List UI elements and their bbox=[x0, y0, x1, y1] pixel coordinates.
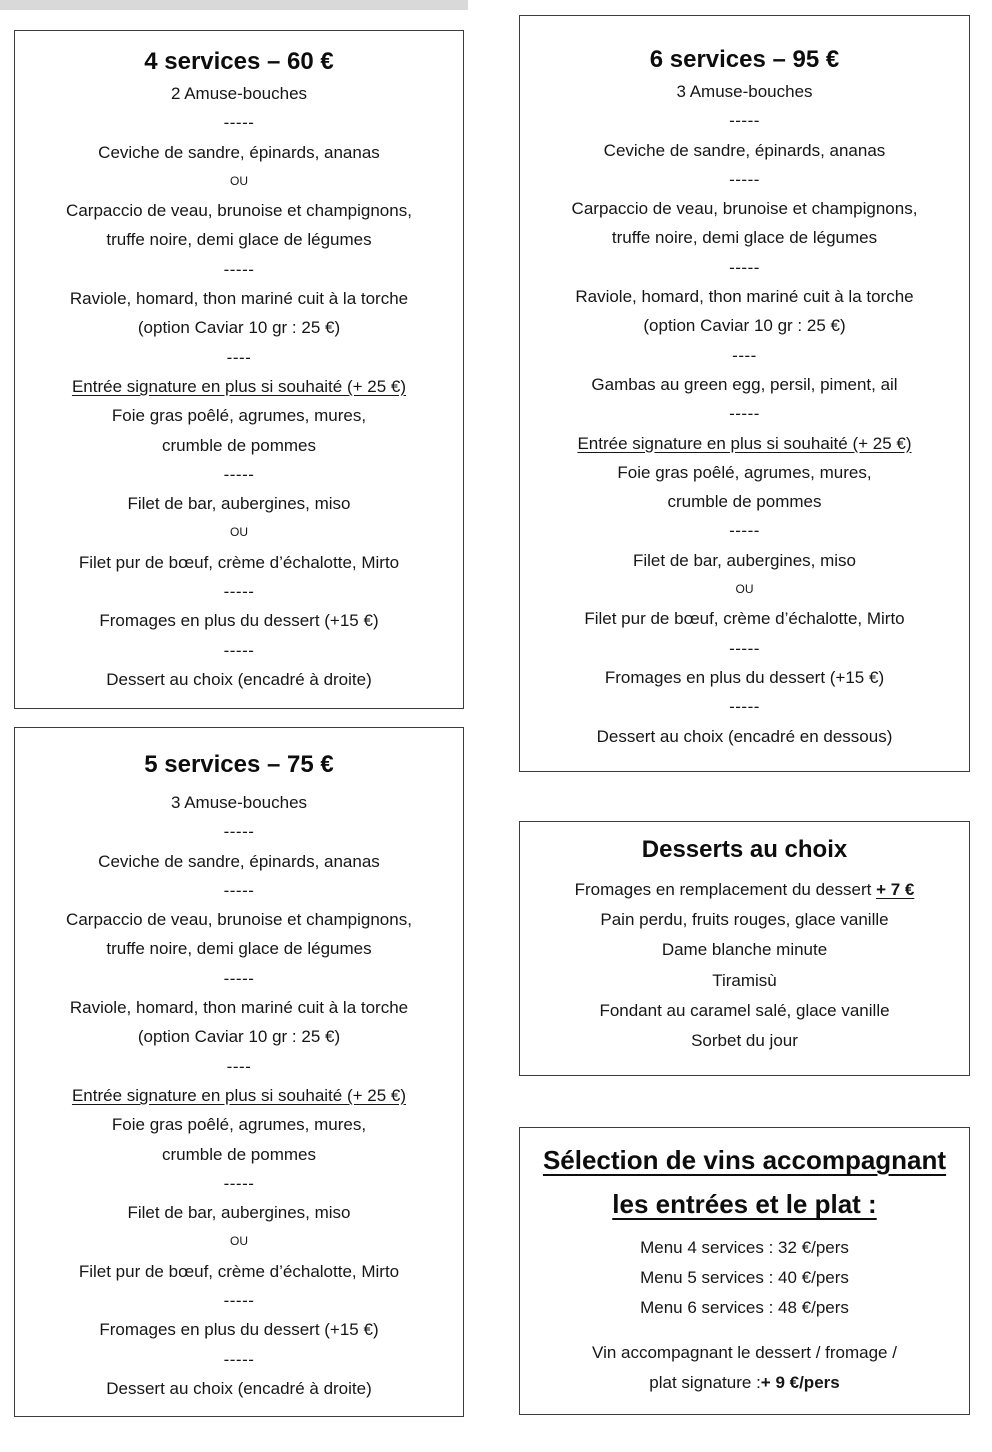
cheese-replacement-price: + 7 € bbox=[876, 880, 915, 899]
menu-line: ----- bbox=[729, 521, 760, 541]
wine-pairing-price: Menu 4 services : 32 €/pers bbox=[640, 1238, 849, 1257]
menu-line: 3 Amuse-bouches bbox=[676, 82, 813, 101]
menu-line: ---- bbox=[226, 347, 252, 367]
menu-line: Raviole, homard, thon mariné cuit à la torche bbox=[69, 998, 409, 1018]
menu-line: truffe noire, demi glace de légumes bbox=[611, 228, 878, 248]
dessert-item: Fondant au caramel salé, glace vanille bbox=[599, 1000, 890, 1020]
wine-pairing-price: Menu 5 services : 40 €/pers bbox=[640, 1268, 849, 1287]
menu-line: Entrée signature en plus si souhaité (+ 25 €) bbox=[71, 376, 407, 396]
menu-line: Raviole, homard, thon mariné cuit à la torche bbox=[69, 289, 409, 309]
menu-line: Foie gras poêlé, agrumes, mures, bbox=[111, 1115, 367, 1135]
menu-line: Ceviche de sandre, épinards, ananas bbox=[603, 140, 886, 160]
menu-line: Fromages en plus du dessert (+15 €) bbox=[99, 611, 379, 631]
menu-4-services-box bbox=[14, 30, 464, 709]
desserts-box bbox=[519, 821, 970, 1076]
menu-line: OU bbox=[230, 173, 248, 188]
menu-5-services-box bbox=[14, 727, 464, 1417]
menu-line: ----- bbox=[223, 880, 255, 900]
menu-line: Foie gras poêlé, agrumes, mures, bbox=[617, 462, 872, 482]
menu-6-services-lines bbox=[520, 77, 969, 751]
menu-line: ----- bbox=[223, 1349, 255, 1369]
wine-selection-title bbox=[520, 1138, 969, 1226]
menu-line: ---- bbox=[732, 345, 757, 365]
menu-line: Filet pur de bœuf, crème d’échalotte, Mirto bbox=[584, 609, 905, 629]
dessert-item: Pain perdu, fruits rouges, glace vanille bbox=[600, 910, 889, 930]
menu-line: Carpaccio de veau, brunoise et champignons, bbox=[66, 910, 412, 930]
desserts-lines bbox=[520, 875, 969, 1056]
wine-dessert-pairing-line1: Vin accompagnant le dessert / fromage / bbox=[592, 1343, 897, 1362]
menu-line: truffe noire, demi glace de légumes bbox=[106, 939, 372, 959]
menu-line: Fromages en plus du dessert (+15 €) bbox=[604, 667, 885, 687]
menu-line: ----- bbox=[223, 968, 255, 988]
menu-line: ----- bbox=[729, 111, 760, 131]
menu-line: ----- bbox=[223, 1173, 255, 1193]
wine-dessert-pairing-line2 bbox=[520, 1368, 969, 1398]
menu-line: truffe noire, demi glace de légumes bbox=[106, 230, 372, 250]
menu-line: Filet pur de bœuf, crème d’échalotte, Mirto bbox=[78, 1261, 400, 1281]
menu-line: (option Caviar 10 gr : 25 €) bbox=[137, 318, 341, 338]
menu-line: 2 Amuse-bouches bbox=[170, 84, 308, 103]
wine-selection-title-line1: Sélection de vins accompagnant bbox=[542, 1145, 947, 1175]
wine-pairing-prices bbox=[520, 1233, 969, 1323]
menu-line: ----- bbox=[223, 582, 255, 602]
wine-dessert-pairing bbox=[520, 1338, 969, 1398]
menu-line: ----- bbox=[729, 169, 760, 189]
menu-line: ----- bbox=[729, 404, 760, 424]
menu-5-services-lines bbox=[15, 788, 463, 1403]
menu-line: Filet pur de bœuf, crème d’échalotte, Mirto bbox=[78, 552, 400, 572]
desserts-title: Desserts au choix bbox=[641, 836, 848, 863]
menu-line: Dessert au choix (encadré à droite) bbox=[106, 1378, 372, 1398]
menu-line: Entrée signature en plus si souhaité (+ 25 €) bbox=[577, 433, 912, 453]
menu-line: (option Caviar 10 gr : 25 €) bbox=[643, 316, 846, 336]
wine-pairing-price: Menu 6 services : 48 €/pers bbox=[640, 1298, 849, 1317]
menu-line: crumble de pommes bbox=[667, 492, 822, 512]
menu-line: ----- bbox=[223, 113, 255, 133]
menu-line: Ceviche de sandre, épinards, ananas bbox=[98, 851, 380, 871]
menu-line: ----- bbox=[223, 464, 255, 484]
cheese-replacement-text: Fromages en remplacement du dessert bbox=[574, 880, 877, 899]
dessert-item: Sorbet du jour bbox=[691, 1031, 798, 1051]
menu-line: Dessert au choix (encadré à droite) bbox=[106, 669, 372, 689]
menu-line: OU bbox=[230, 1234, 248, 1249]
menu-line: Carpaccio de veau, brunoise et champignons, bbox=[66, 201, 412, 221]
menu-line: Raviole, homard, thon mariné cuit à la torche bbox=[575, 287, 914, 307]
menu-line: ---- bbox=[226, 1056, 252, 1076]
dessert-items bbox=[520, 905, 969, 1056]
menu-line: ----- bbox=[223, 1291, 255, 1311]
menu-line: ----- bbox=[223, 822, 255, 842]
menu-line: Entrée signature en plus si souhaité (+ 25 €) bbox=[71, 1085, 407, 1105]
menu-line: Dessert au choix (encadré en dessous) bbox=[596, 726, 893, 746]
menu-line: ----- bbox=[223, 640, 255, 660]
menu-line: Foie gras poêlé, agrumes, mures, bbox=[111, 406, 367, 426]
menu-line: ----- bbox=[729, 638, 760, 658]
menu-6-services-box bbox=[519, 15, 970, 772]
menu-line: Ceviche de sandre, épinards, ananas bbox=[98, 142, 380, 162]
top-gray-bar bbox=[0, 0, 468, 10]
menu-line: ----- bbox=[729, 257, 760, 277]
wine-dessert-pairing-text: plat signature : bbox=[649, 1373, 761, 1392]
menu-line: ----- bbox=[223, 259, 255, 279]
menu-line: crumble de pommes bbox=[161, 1144, 316, 1164]
menu-line: Carpaccio de veau, brunoise et champignons, bbox=[571, 199, 918, 219]
wine-dessert-pairing-price: + 9 €/pers bbox=[760, 1373, 840, 1392]
menu-4-services-lines bbox=[15, 79, 463, 694]
menu-5-services-title: 5 services – 75 € bbox=[144, 751, 334, 778]
dessert-item: Dame blanche minute bbox=[661, 940, 828, 960]
menu-line: Filet de bar, aubergines, miso bbox=[632, 550, 856, 570]
menu-line: OU bbox=[230, 525, 248, 540]
menu-line: OU bbox=[735, 582, 754, 597]
menu-line: Filet de bar, aubergines, miso bbox=[127, 494, 351, 514]
wine-selection-title-line2: les entrées et le plat : bbox=[612, 1189, 877, 1219]
menu-line: (option Caviar 10 gr : 25 €) bbox=[137, 1027, 341, 1047]
menu-line: crumble de pommes bbox=[161, 435, 316, 455]
menu-line: Gambas au green egg, persil, piment, ail bbox=[591, 374, 898, 394]
menu-line: Filet de bar, aubergines, miso bbox=[127, 1203, 351, 1223]
wine-selection-box bbox=[519, 1127, 970, 1415]
menu-4-services-title: 4 services – 60 € bbox=[144, 48, 334, 75]
menu-line: Fromages en plus du dessert (+15 €) bbox=[99, 1320, 379, 1340]
menu-line: 3 Amuse-bouches bbox=[170, 793, 308, 812]
menu-line: ----- bbox=[729, 697, 760, 717]
cheese-replacement-line bbox=[520, 875, 969, 905]
dessert-item: Tiramisù bbox=[712, 970, 777, 990]
menu-6-services-title: 6 services – 95 € bbox=[649, 46, 840, 73]
